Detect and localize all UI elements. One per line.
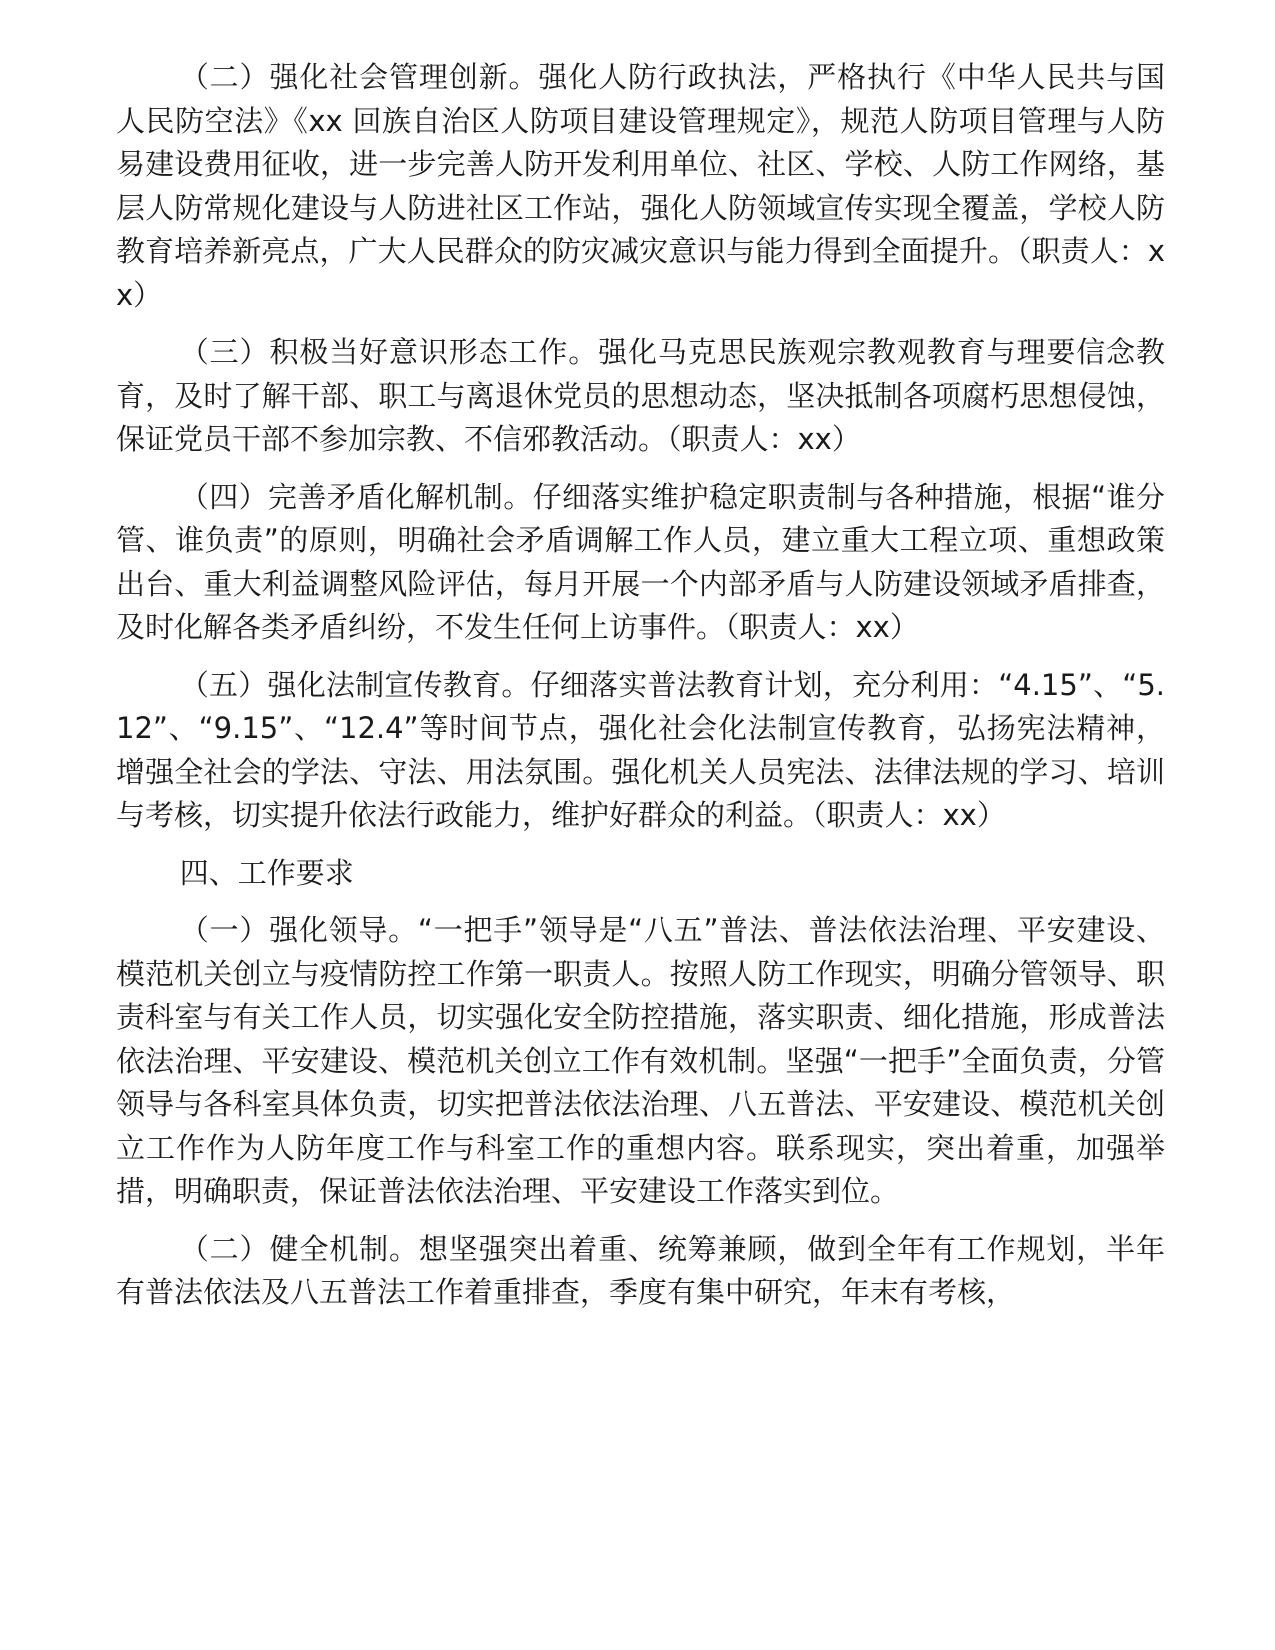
paragraph-social-management: （二）强化社会管理创新。强化人防行政执法，严格执行《中华人民共与国人民防空法》《xx 回族自治区人防项目建设管理规定》，规范人防项目管理与人防易建设费用征收，进一步完善人防开发利用单位、社区、学校、人防工作网络，基层人防常规化建设与人防进社区工作站，强化人防领域宣传实现全覆盖，学校人防教育培养新亮点，广大人民群众的防灾减灾意识与能力得到全面提升。（职责人：xx）	[116, 60, 1165, 312]
paragraph-strengthen-leadership: （一）强化领导。“一把手”领导是“八五”普法、普法依法治理、平安建设、模范机关创立与疫情防控工作第一职责人。按照人防工作现实，明确分管领导、职责科室与有关工作人员，切实强化安全防控措施，落实职责、细化措施，形成普法依法治理、平安建设、模范机关创立工作有效机制。坚强“一把手”全面负责，分管领导与各科室具体负责，切实把普法依法治理、八五普法、平安建设、模范机关创立工作作为人防年度工作与科室工作的重想内容。联系现实，突出着重，加强举措，明确职责，保证普法依法治理、平安建设工作落实到位。	[116, 913, 1165, 1208]
paragraph-conflict-resolution: （四）完善矛盾化解机制。仔细落实维护稳定职责制与各种措施，根据“谁分管、谁负责”的原则，明确社会矛盾调解工作人员，建立重大工程立项、重想政策出台、重大利益调整风险评估，每月开展一个内部矛盾与人防建设领域矛盾排查，及时化解各类矛盾纠纷，不发生任何上访事件。（职责人：xx）	[116, 479, 1165, 644]
paragraph-ideology-work: （三）积极当好意识形态工作。强化马克思民族观宗教观教育与理要信念教育，及时了解干部、职工与离退休党员的思想动态，坚决抵制各项腐朽思想侵蚀，保证党员干部不参加宗教、不信邪教活动。（职责人：xx）	[116, 335, 1165, 456]
section-heading-work-requirements: 四、工作要求	[179, 855, 354, 890]
paragraph-legal-education: （五）强化法制宣传教育。仔细落实普法教育计划，充分利用：“4.15”、“5.12”、“9.15”、“12.4”等时间节点，强化社会化法制宣传教育，弘扬宪法精神，增强全社会的学法、守法、用法氛围。强化机关人员宪法、法律法规的学习、培训与考核，切实提升依法行政能力，维护好群众的利益。（职责人：xx）	[116, 667, 1165, 832]
paragraph-improve-mechanism: （二）健全机制。想坚强突出着重、统筹兼顾，做到全年有工作规划，半年有普法依法及八五普法工作着重排查，季度有集中研究，年末有考核，	[116, 1231, 1165, 1309]
